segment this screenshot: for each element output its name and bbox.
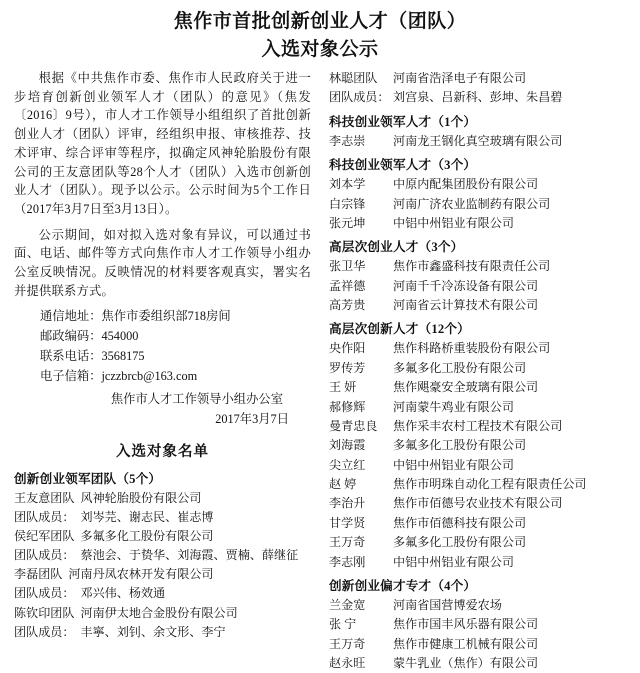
- page-title-line1: 焦作市首批创新创业人才（团队）: [173, 11, 467, 32]
- signature-organization: 焦作市人才工作领导小组办公室: [110, 391, 283, 406]
- entry-organization: 中原内配集团股份有限公司: [393, 177, 539, 192]
- entry-name: 尖立红: [329, 457, 366, 472]
- entry-name: 王 妍: [329, 380, 357, 395]
- contact-row-email: [14, 367, 311, 387]
- entry-name: 团队成员：: [329, 90, 390, 105]
- entry-name: 赵 婷: [329, 477, 357, 492]
- page-title: [14, 8, 626, 63]
- entry-name: 刘海霞: [329, 438, 366, 453]
- entry-organization: 焦作市佰德科技有限公司: [393, 515, 527, 530]
- entry-organization: 焦作市国丰风乐器有限公司: [393, 617, 539, 632]
- entry-organization: 中铝中州铝业有限公司: [393, 215, 514, 230]
- list-item: [329, 132, 626, 150]
- list-item: [329, 257, 626, 275]
- entry-name: 张卫华: [329, 259, 366, 274]
- category-heading-tech-entrepreneur-1: 科技创业领军人才（1个）: [329, 114, 477, 129]
- entry-name: 林聪团队: [329, 71, 378, 86]
- entry-organization: 蒙牛乳业（焦作）有限公司: [393, 656, 539, 671]
- contact-label-phone: 联系电话：: [40, 349, 102, 364]
- entry-organization: 河南广济农业监制药有限公司: [393, 196, 551, 211]
- entry-organization: 多氟多化工股份有限公司: [393, 535, 527, 550]
- entry-name: 白宗锋: [329, 196, 366, 211]
- list-item: [329, 456, 626, 474]
- list-item: [329, 214, 626, 232]
- entry-organization: 刘宫泉、吕新科、彭坤、朱昌碧: [393, 90, 563, 105]
- contact-label-postcode: 邮政编码：: [40, 329, 102, 344]
- entry-name: 李磊团队: [14, 567, 63, 582]
- list-item: [14, 508, 311, 526]
- entry-name: 甘学贤: [329, 515, 366, 530]
- category-heading-high-level-innovator: 高层次创新人才（12个）: [329, 322, 470, 337]
- list-item: [329, 88, 626, 106]
- entry-name: 张元坤: [329, 215, 366, 230]
- contact-value-phone: 3568175: [101, 349, 145, 364]
- notice-paragraph-1: 根据《中共焦作市委、焦作市人民政府关于进一步培育创新创业领军人才（团队）的意见》（焦发〔2016〕9号），市人才工作领导小组组织了首批创新创业人才（团队）评审，经组织申报、审核推荐、技术评审、综合评审等程序，拟确定风神轮胎股份有限公司的王友意团队等28个人才（团队）入选市创新创业人才（团队）。现予以公示。公示时间为5个工作日（2017年3月7日至3月13日）。: [14, 71, 311, 216]
- list-item: [14, 546, 311, 564]
- page-title-line2: 入选对象公示: [261, 38, 379, 60]
- entry-organization: 河南丹凤农林开发有限公司: [68, 567, 214, 582]
- category-heading-tech-entrepreneur-3: 科技创业领军人才（3个）: [329, 158, 477, 173]
- entry-name: 陈钦印团队: [14, 605, 75, 620]
- list-item: [329, 596, 626, 614]
- signature-block: [14, 390, 311, 430]
- list-item: [329, 69, 626, 87]
- entry-name: 高芳贵: [329, 298, 366, 313]
- contact-value-postcode: 454000: [101, 329, 139, 344]
- entry-organization: 蔡池会、于贽华、刘海霞、贾楠、薛继征: [80, 548, 299, 563]
- list-item: [329, 378, 626, 396]
- entry-name: 央作阳: [329, 341, 366, 356]
- entry-organization: 焦作市明珠自动化工程有限责任公司: [393, 477, 587, 492]
- entry-organization: 多氟多化工股份有限公司: [393, 438, 527, 453]
- entry-name: 孟祥德: [329, 278, 366, 293]
- entry-organization: 河南伊太地合金股份有限公司: [80, 605, 238, 620]
- entry-organization: 河南龙王钢化真空玻璃有限公司: [393, 133, 563, 148]
- entry-organization: 风神轮胎股份有限公司: [80, 490, 202, 505]
- list-item: [329, 339, 626, 357]
- list-item: [14, 527, 311, 545]
- entry-organization: 焦作市鑫盛科技有限责任公司: [393, 259, 551, 274]
- entry-name: 侯纪军团队: [14, 529, 75, 544]
- entry-organization: 多氟多化工股份有限公司: [80, 529, 214, 544]
- list-item: [329, 553, 626, 571]
- contact-label-address: 通信地址：: [40, 309, 102, 324]
- entry-organization: 刘岑芫、谢志民、崔志博: [80, 509, 214, 524]
- entry-name: 王万奇: [329, 636, 366, 651]
- list-item: [329, 417, 626, 435]
- list-item: [329, 494, 626, 512]
- entry-organization: 多氟多化工股份有限公司: [393, 360, 527, 375]
- contact-row-postcode: [14, 327, 311, 347]
- entry-organization: 焦作科路桥重装股份有限公司: [393, 341, 551, 356]
- entry-organization: 邓兴伟、杨效通: [80, 586, 166, 601]
- category-heading-special-talent: 创新创业偏才专才（4个）: [329, 578, 477, 593]
- list-item: [329, 514, 626, 532]
- list-item: [14, 489, 311, 507]
- entry-name: 张 宁: [329, 617, 357, 632]
- list-item: [329, 296, 626, 314]
- entry-organization: 河南省浩泽电子有限公司: [393, 71, 527, 86]
- contact-value-email: jczzbrcb@163.com: [101, 369, 198, 384]
- entry-name: 兰金宽: [329, 597, 366, 612]
- contact-value-address: 焦作市委组织部718房间: [101, 309, 231, 324]
- entry-organization: 焦作采丰农村工程技术有限公司: [393, 418, 563, 433]
- list-item: [14, 565, 311, 583]
- list-item: [329, 359, 626, 377]
- two-column-body: [14, 69, 626, 673]
- contact-label-email: 电子信箱：: [40, 369, 102, 384]
- entry-organization: 河南省国营博爱农场: [393, 597, 502, 612]
- contact-row-phone: [14, 347, 311, 367]
- contact-row-address: [14, 307, 311, 327]
- category-heading-high-level-entrepreneur: 高层次创业人才（3个）: [329, 240, 464, 255]
- entry-organization: 河南蒙牛鸡业有限公司: [393, 399, 514, 414]
- entry-name: 王万奇: [329, 535, 366, 550]
- entry-name: 李志崇: [329, 133, 366, 148]
- list-title: 入选对象名单: [116, 443, 209, 460]
- entry-name: 赵永旺: [329, 656, 366, 671]
- entry-name: 团队成员：: [14, 548, 75, 563]
- signature-date: 2017年3月7日: [215, 411, 289, 426]
- list-item: [329, 654, 626, 672]
- entry-organization: 河南省云计算技术有限公司: [393, 298, 539, 313]
- entry-name: 团队成员：: [14, 586, 75, 601]
- entry-organization: 中铝中州铝业有限公司: [393, 457, 514, 472]
- category-heading-leading-teams: 创新创业领军团队（5个）: [14, 471, 162, 486]
- list-item: [329, 436, 626, 454]
- list-item: [329, 615, 626, 633]
- entry-name: 郝修辉: [329, 399, 366, 414]
- entry-name: 王友意团队: [14, 490, 75, 505]
- list-item: [329, 195, 626, 213]
- entry-name: 罗传芳: [329, 360, 366, 375]
- contact-block: [14, 307, 311, 387]
- left-column: [14, 69, 315, 642]
- list-item: [329, 533, 626, 551]
- list-item: [329, 277, 626, 295]
- entry-organization: 焦作市佰德号农业技术有限公司: [393, 496, 563, 511]
- entry-name: 团队成员：: [14, 624, 75, 639]
- entry-organization: 焦作飓豪安全玻璃有限公司: [393, 380, 539, 395]
- entry-name: 刘本学: [329, 177, 366, 192]
- entry-name: 李治升: [329, 496, 366, 511]
- list-item: [329, 475, 626, 493]
- list-item: [329, 175, 626, 193]
- list-item: [14, 604, 311, 622]
- entry-organization: 丰寧、刘钊、余文形、李宁: [80, 624, 226, 639]
- list-item: [14, 623, 311, 641]
- notice-paragraph-2: 公示期间，如对拟入选对象有异议，可以通过书面、电话、邮件等方式向焦作市人才工作领导小组办公室反映情况。反映情况的材料要客观真实，署实名并提供联系方式。: [14, 227, 311, 298]
- list-item: [329, 635, 626, 653]
- entry-name: 曼青忠良: [329, 418, 378, 433]
- list-item: [14, 584, 311, 602]
- entry-name: 团队成员：: [14, 509, 75, 524]
- entry-organization: 焦作市健康工机械有限公司: [393, 636, 539, 651]
- entry-name: 李志刚: [329, 554, 366, 569]
- right-column: [325, 69, 626, 673]
- entry-organization: 河南千千冷冻设备有限公司: [393, 278, 539, 293]
- entry-organization: 中铝中州铝业有限公司: [393, 554, 514, 569]
- list-item: [329, 398, 626, 416]
